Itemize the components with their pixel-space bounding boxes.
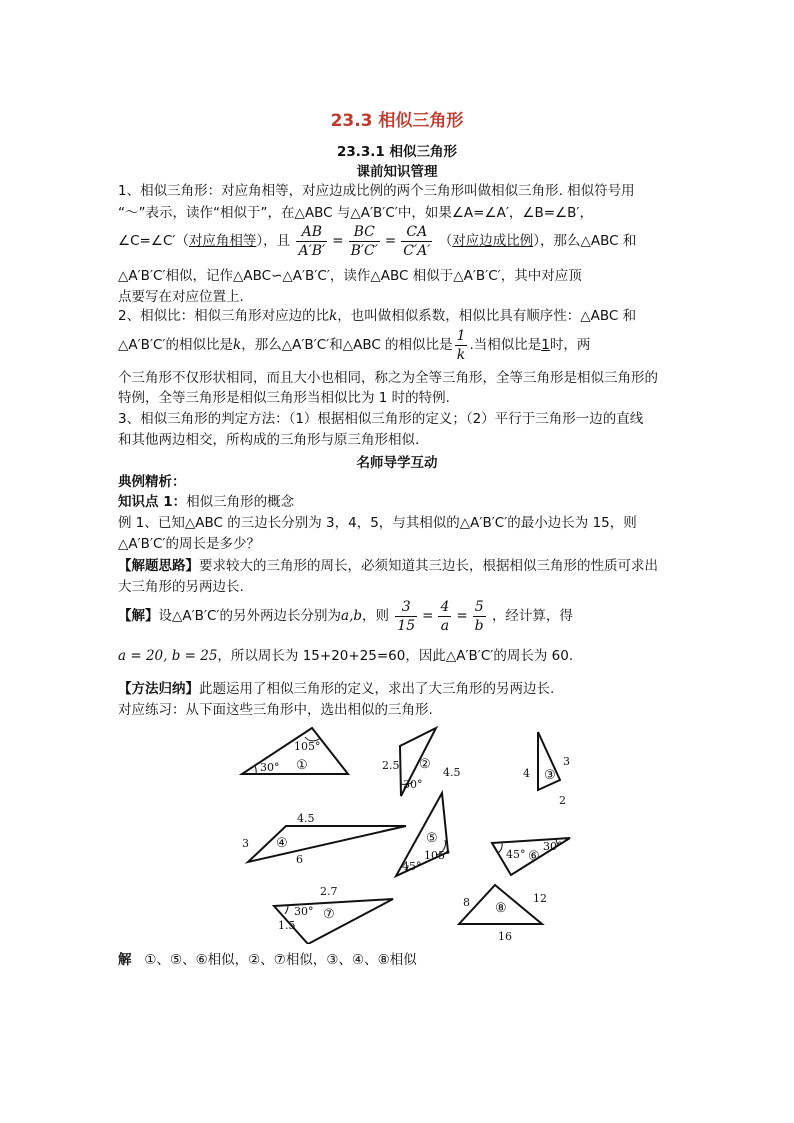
solution-values: a = 20, b = 25	[118, 648, 218, 664]
p3-line1: 3、相似三角形的判定方法：（1）根据相似三角形的定义；（2）平行于三角形一边的直线	[118, 411, 644, 427]
fraction-ab	[296, 223, 327, 260]
triangles-figure	[230, 722, 580, 944]
example-label: 典例精析：	[118, 474, 186, 490]
solution-label: 【解】	[118, 608, 159, 624]
t6-number: ⑥	[528, 849, 540, 864]
angle-arc-7	[285, 905, 288, 914]
p2-line2-a: △A′B′C′的相似比是	[118, 337, 234, 353]
t3-side-left: 4	[523, 767, 530, 780]
angle-arc-1b	[255, 766, 256, 774]
fraction-bc-num: BC	[349, 223, 380, 242]
t6-angle-right: 30°	[543, 840, 563, 853]
t5-number: ⑤	[426, 831, 438, 846]
fraction-ca-num: CA	[401, 223, 432, 242]
p1-line3-b: ），且	[256, 233, 291, 249]
thinking-line1	[118, 556, 678, 576]
t4-side-left: 3	[242, 837, 249, 850]
question-line2: △A′B′C′的周长是多少？	[118, 536, 261, 552]
answer-line	[118, 950, 678, 970]
t1-angle-top: 105°	[294, 740, 321, 753]
t7-side-top: 2.7	[320, 885, 338, 898]
fraction-3-15	[395, 598, 417, 635]
t1-angle-left: 30°	[260, 761, 280, 774]
ratio-k: k	[233, 337, 242, 353]
t7-number: ⑦	[323, 907, 335, 922]
t8-side-right: 12	[533, 892, 547, 905]
solution-text2: ，所以周长为 15+20+25=60，因此△A′B′C′的周长为 60.	[217, 648, 574, 664]
thinking-line2: 大三角形的另两边长.	[118, 579, 244, 595]
fraction-4-num: 4	[440, 598, 450, 615]
p1-line4: △A′B′C′相似，记作△ABC∽△A′B′C′，读作△ABC 相似于△A′B′C′，其中对应顶	[118, 268, 582, 284]
heading-pre-knowledge: 课前知识管理	[356, 164, 438, 180]
fraction-bc	[349, 223, 380, 260]
underlined-one: 1	[541, 337, 550, 353]
t3-side-bottom: 2	[559, 794, 566, 807]
solution-text1b: ，则	[362, 608, 389, 624]
solution-text1a: 设△A′B′C′的另外两边长分别为	[158, 608, 342, 624]
p2-line1-a: 2、相似比：相似三角形对应边的比	[118, 308, 330, 324]
triangle-4	[248, 826, 329, 860]
fraction-ab-num: AB	[296, 223, 327, 242]
t7-side-bottom: 1.5	[278, 919, 296, 932]
triangle-4-fill	[248, 826, 330, 860]
p2-line3: 个三角形不仅形状相同，而且大小也相同，称之为全等三角形，全等三角形是相似三角形的	[118, 370, 658, 386]
fraction-4-a	[438, 598, 451, 635]
heading-teacher-guide: 名师导学互动	[356, 455, 438, 471]
fraction-3-num: 3	[395, 598, 417, 617]
t3-side-right: 3	[563, 755, 570, 768]
knowledge-point-label: 知识点 1：	[118, 494, 187, 510]
practice-line: 对应练习：从下面这些三角形中，选出相似的三角形.	[118, 702, 433, 718]
solution-line1	[118, 594, 678, 638]
t4-side-bottom: 6	[296, 853, 303, 866]
t8-number: ⑧	[495, 901, 507, 916]
t2-side-left: 2.5	[382, 759, 400, 772]
fraction-one-num: 1	[456, 327, 466, 344]
p2-line4: 特例，全等三角形是相似三角形当相似比为 1 时的特例.	[118, 390, 450, 406]
fraction-15-den: 15	[397, 617, 416, 634]
p2-line1	[118, 306, 678, 326]
t5-angle-right: 105°	[424, 849, 451, 862]
t2-side-right: 4.5	[443, 766, 461, 779]
question-line1: 例 1、已知△ABC 的三边长分别为 3，4，5，与其相似的△A′B′C′的最小边长为 15，则	[118, 515, 637, 531]
method-text: 此题运用了相似三角形的定义，求出了大三角形的另两边长.	[199, 681, 555, 697]
equals-sign: =	[456, 608, 468, 624]
fraction-b-den: b	[474, 617, 484, 634]
t2-angle: 30°	[403, 778, 423, 791]
p2-line2-d: 时，两	[549, 337, 591, 353]
method-line	[118, 679, 678, 699]
t1-number: ①	[296, 758, 308, 773]
solution-text1c: ，经计算，得	[491, 608, 573, 624]
triangle-4-outline	[248, 826, 406, 862]
p2-line2-c: .当相似比是	[469, 337, 542, 353]
p1-line3	[118, 222, 678, 260]
p1-line3-d: ），那么△ABC 和	[533, 233, 637, 249]
answer-text: ①、⑤、⑥相似，②、⑦相似，③、④、⑧相似	[144, 952, 417, 968]
page-title: 23.3 相似三角形	[330, 111, 464, 131]
method-label: 【方法归纳】	[118, 681, 199, 697]
ratio-k: k	[329, 308, 338, 324]
fraction-5-num: 5	[473, 598, 486, 617]
underlined-proportional-sides: 对应边成比例	[452, 233, 534, 249]
answer-label: 解	[118, 952, 132, 968]
fraction-ca	[401, 223, 432, 260]
t4-side-top: 4.5	[297, 812, 315, 825]
p1-line3-c: （	[438, 233, 453, 249]
knowledge-point	[118, 492, 678, 512]
p2-line2	[118, 325, 678, 365]
solution-line2	[118, 646, 678, 666]
t3-number: ③	[544, 768, 556, 783]
p1-line3-a: ∠C=∠C′（	[118, 233, 189, 249]
thinking-label: 【解题思路】	[118, 558, 199, 574]
fraction-one-over-k	[455, 327, 468, 364]
equals-sign: =	[384, 233, 397, 249]
t8-side-bottom: 16	[498, 930, 512, 943]
fraction-bc-den: B′C′	[350, 242, 378, 259]
p1-line5: 点要写在对应位置上.	[118, 289, 244, 305]
p2-line2-b: ，那么△A′B′C′和△ABC 的相似比是	[241, 337, 453, 353]
p2-line1-b: ，也叫做相似系数，相似比具有顺序性：△ABC 和	[337, 308, 637, 324]
p1-line2: “～”表示，读作“相似于”，在△ABC 与△A′B′C′中，如果∠A=∠A′，∠B=∠B′，	[118, 205, 593, 221]
equals-sign: =	[422, 608, 434, 624]
fraction-k-den: k	[456, 346, 466, 363]
t6-angle-left: 45°	[506, 848, 526, 861]
thinking-text1: 要求较大的三角形的周长，必须知道其三边长，根据相似三角形的性质可求出	[199, 558, 658, 574]
angle-arc-6a	[498, 843, 502, 853]
fraction-a-den: a	[440, 617, 450, 634]
fraction-ab-den: A′B′	[298, 242, 326, 259]
t5-angle-left: 45°	[402, 860, 422, 873]
t8-side-left: 8	[463, 896, 470, 909]
p3-line2: 和其他两边相交，所构成的三角形与原三角形相似.	[118, 432, 420, 448]
p1-line1: 1、相似三角形：对应角相等，对应边成比例的两个三角形叫做相似三角形. 相似符号用	[118, 183, 635, 199]
solution-ab: a,b	[341, 608, 362, 624]
equals-sign: =	[332, 233, 344, 249]
knowledge-point-text: 相似三角形的概念	[186, 494, 295, 510]
t2-number: ②	[419, 757, 431, 772]
fraction-5-b	[473, 598, 486, 635]
t4-number: ④	[276, 836, 288, 851]
section-title: 23.3.1 相似三角形	[336, 144, 458, 160]
fraction-ca-den: C′A′	[403, 242, 431, 259]
t7-angle: 30°	[294, 905, 314, 918]
underlined-corresponding-angles: 对应角相等	[188, 233, 257, 249]
